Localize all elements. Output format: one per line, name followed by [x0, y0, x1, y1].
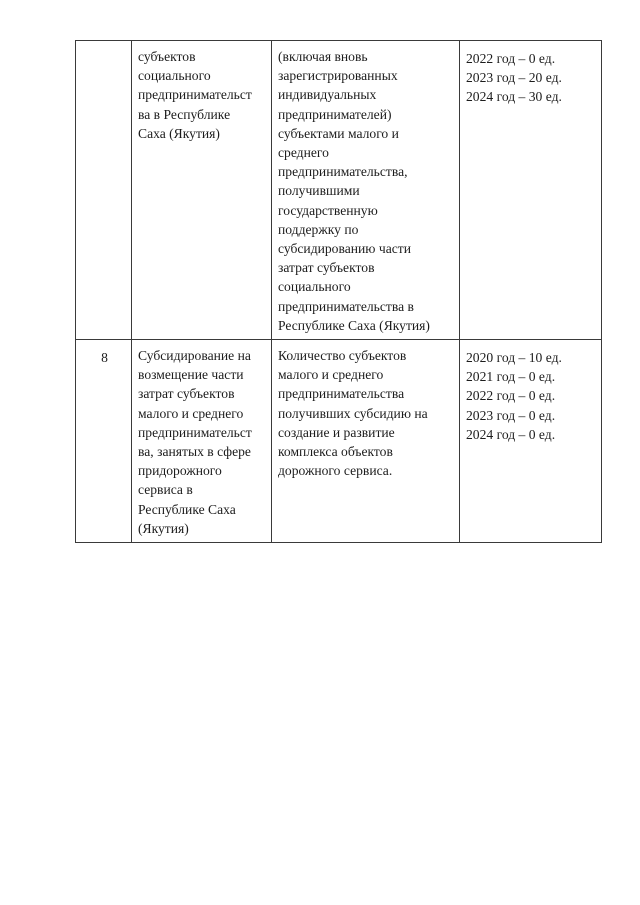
- row-number: 8: [101, 350, 108, 366]
- measure-name: субъектов социального предпринимательст ва в Республике Саха (Якутия): [138, 49, 252, 141]
- row-number-cell: [76, 41, 132, 340]
- row-number-cell: [76, 340, 132, 543]
- indicator-cell: [272, 41, 460, 340]
- indicator-text: (включая вновь зарегистрированных индивидуальных предпринимателей) субъектами малого и среднего предпринимательства, получившими государственную поддержку по субсидированию части затрат субъектов социального предпринимательства в Республике Саха (Якутия): [278, 49, 430, 333]
- target-values-cell: [460, 340, 602, 543]
- measure-name: Субсидирование на возмещение части затрат субъектов малого и среднего предпринимательст ва, занятых в сфере придорожного сервиса в Республике Саха (Якутия): [138, 348, 252, 536]
- indicator-cell: [272, 340, 460, 543]
- target-values-cell: [460, 41, 602, 340]
- row-number: [76, 41, 131, 53]
- table-row: [76, 41, 602, 340]
- measure-name-cell: [132, 41, 272, 340]
- measure-name-cell: [132, 340, 272, 543]
- target-values: 2020 год – 10 ед. 2021 год – 0 ед. 2022 год – 0 ед. 2023 год – 0 ед. 2024 год – 0 ед.: [466, 350, 562, 442]
- table-row: [76, 340, 602, 543]
- measures-table: [75, 40, 602, 543]
- indicator-text: Количество субъектов малого и среднего предпринимательства получивших субсидию на создание и развитие комплекса объектов дорожного сервиса.: [278, 348, 428, 479]
- target-values: 2022 год – 0 ед. 2023 год – 20 ед. 2024 год – 30 ед.: [466, 51, 562, 105]
